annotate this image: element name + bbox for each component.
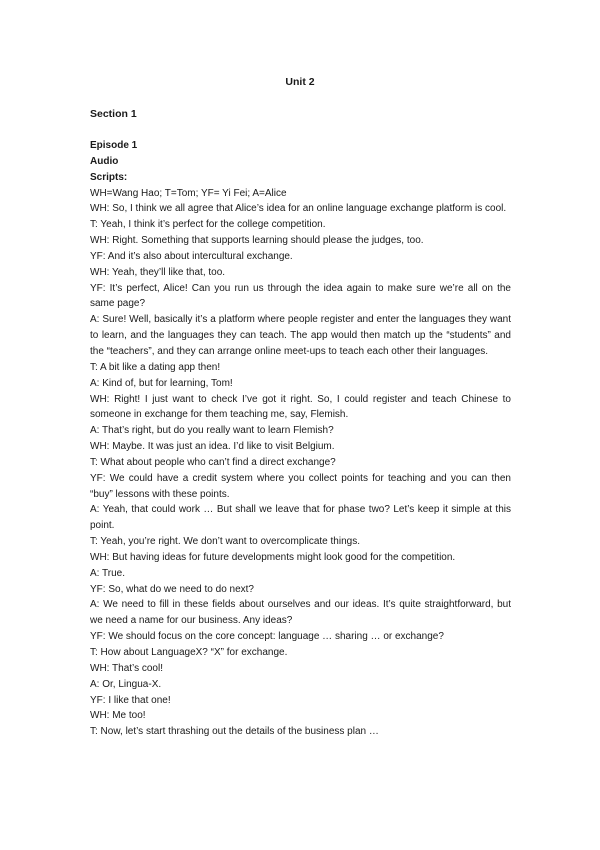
audio-heading: Audio [90, 155, 119, 167]
transcript-line: T: Yeah, I think it’s perfect for the college competition. [90, 219, 326, 231]
transcript-line: T: Yeah, you’re right. We don’t want to overcomplicate things. [90, 536, 360, 548]
episode-heading: Episode 1 [90, 140, 138, 151]
transcript-line: WH: Right! I just want to check I’ve got it right. So, I could register and teach Chinese to someone in exchange for them teaching me, say, Flemish. [90, 393, 511, 421]
transcript-line: YF: It’s perfect, Alice! Can you run us through the idea again to make sure we’re all on the same page? [90, 282, 511, 310]
transcript-line: YF: We should focus on the core concept: language … sharing … or exchange? [90, 631, 444, 643]
transcript-lines [90, 186, 511, 741]
transcript-line: WH: Yeah, they’ll like that, too. [90, 266, 226, 278]
transcript-line: WH: So, I think we all agree that Alice’s idea for an online language exchange platform is cool. [90, 203, 507, 215]
transcript-line: A: That’s right, but do you really want to learn Flemish? [90, 425, 334, 437]
speaker-key: WH=Wang Hao; T=Tom; YF= Yi Fei; A=Alice [90, 187, 287, 199]
transcript-line: WH: But having ideas for future developments might look good for the competition. [90, 551, 456, 563]
transcript-line: WH: Me too! [90, 710, 146, 722]
section-heading: Section 1 [90, 108, 137, 120]
transcript-line: T: How about LanguageX? “X” for exchange. [90, 647, 288, 658]
transcript-line: A: Sure! Well, basically it’s a platform where people register and enter the languages they want to learn, and the languages they can teach. The app would then match up the “students” and the “teachers”, and they can arrange online meet-ups to teach each other their languages. [90, 314, 511, 357]
transcript-line: A: Kind of, but for learning, Tom! [90, 377, 233, 389]
transcript-line: A: We need to fill in these fields about ourselves and our ideas. It’s quite straightforward, but we need a name for our business. Any ideas? [90, 599, 511, 627]
transcript-line: YF: We could have a credit system where you collect points for teaching and you can then “buy” lessons with these points. [90, 472, 511, 500]
transcript-line: A: Yeah, that could work … But shall we leave that for phase two? Let’s keep it simple at this point. [90, 504, 511, 532]
transcript-line: T: What about people who can’t find a direct exchange? [90, 456, 336, 468]
transcript-line: WH: That’s cool! [90, 662, 163, 674]
transcript-line: T: Now, let’s start thrashing out the details of the business plan … [90, 726, 379, 738]
transcript-line: YF: I like that one! [90, 694, 171, 706]
scripts-heading: Scripts: [90, 171, 128, 183]
transcript-line: WH: Right. Something that supports learning should please the judges, too. [90, 235, 424, 247]
transcript-line: YF: So, what do we need to do next? [90, 583, 254, 595]
unit-title: Unit 2 [285, 76, 315, 88]
transcript-line: A: True. [90, 567, 126, 579]
transcript-line: A: Or, Lingua-X. [90, 678, 162, 690]
script-body [90, 138, 511, 740]
transcript-line: WH: Maybe. It was just an idea. I’d like to visit Belgium. [90, 441, 335, 453]
transcript-line: T: A bit like a dating app then! [90, 361, 221, 373]
transcript-line: YF: And it’s also about intercultural exchange. [90, 250, 293, 262]
